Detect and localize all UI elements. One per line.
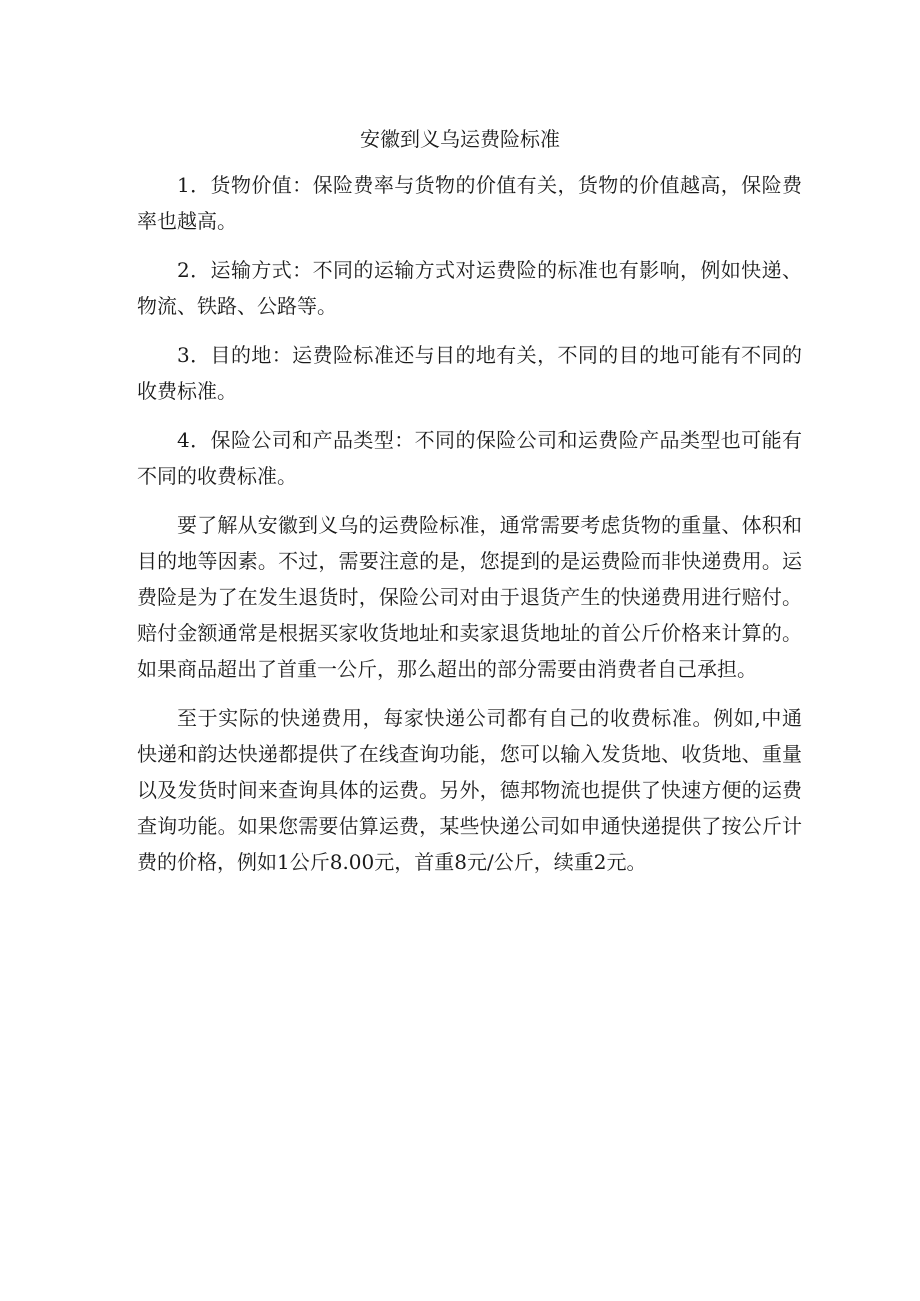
paragraph-express-fees: 至于实际的快递费用，每家快递公司都有自己的收费标准。例如,中通快递和韵达快递都提供了在线查询功能，您可以输入发货地、收货地、重量以及发货时间来查询具体的运费。另外，德邦物流也提供了快速方便的运费查询功能。如果您需要估算运费，某些快递公司如申通快递提供了按公斤计费的价格，例如1公斤8.00元，首重8元/公斤，续重2元。 [137,706,802,874]
paragraph-freight-insurance: 要了解从安徽到义乌的运费险标准，通常需要考虑货物的重量、体积和目的地等因素。不过，需要注意的是，您提到的是运费险而非快递费用。运费险是为了在发生退货时，保险公司对由于退货产生的快递费用进行赔付。赔付金额通常是根据买家收货地址和卖家退货地址的首公斤价格来计算的。如果商品超出了首重一公斤，那么超出的部分需要由消费者自己承担。 [137,513,802,681]
paragraph-item-3: 3．目的地：运费险标准还与目的地有关，不同的目的地可能有不同的收费标准。 [137,343,802,403]
paragraph-item-4: 4．保险公司和产品类型：不同的保险公司和运费险产品类型也可能有不同的收费标准。 [137,428,802,488]
document-title: 安徽到义乌运费险标准 [360,127,560,151]
document-body [137,167,802,893]
paragraph-item-1: 1．货物价值：保险费率与货物的价值有关，货物的价值越高，保险费率也越高。 [137,173,802,233]
paragraph-item-2: 2．运输方式：不同的运输方式对运费险的标准也有影响，例如快递、物流、铁路、公路等。 [137,258,802,318]
